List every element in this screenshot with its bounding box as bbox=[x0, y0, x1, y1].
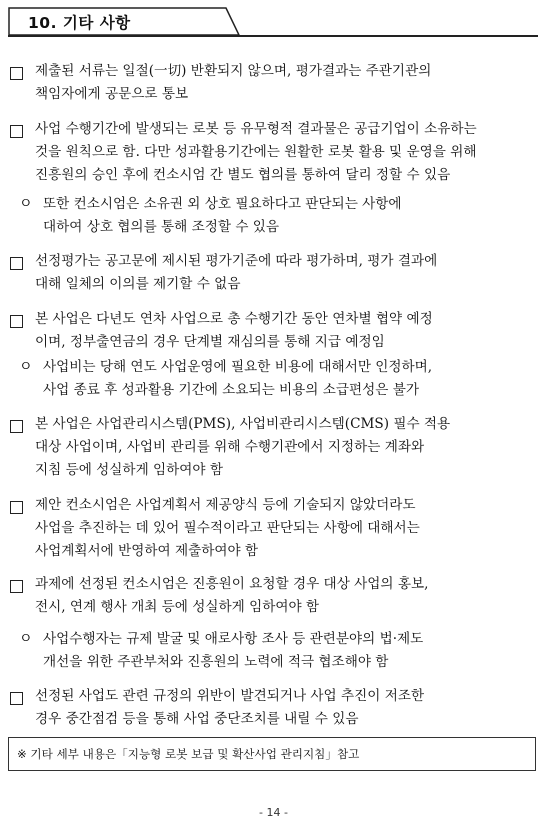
list-item bbox=[8, 250, 538, 296]
item-line: 제출된 서류는 일절(一切) 반환되지 않으며, 평가결과는 주관기관의 bbox=[35, 63, 432, 79]
page-number: - 14 - bbox=[259, 806, 288, 819]
checkbox-square-icon bbox=[8, 573, 21, 596]
checkbox-square-icon bbox=[8, 118, 21, 141]
section-header bbox=[8, 7, 240, 35]
item-line: 것을 원칙으로 함. 다만 성과활용기간에는 원활한 로봇 활용 및 운영을 위해 bbox=[35, 144, 477, 160]
checkbox-square-icon bbox=[8, 60, 21, 83]
item-line: 대상 사업이며, 사업비 관리를 위해 수행기관에서 지정하는 계좌와 bbox=[35, 439, 425, 455]
checkbox-square-icon bbox=[8, 308, 21, 331]
list-item bbox=[8, 413, 538, 482]
item-line: 전시, 연계 행사 개최 등에 성실하게 임하여야 함 bbox=[35, 599, 320, 615]
item-line: 사업을 추진하는 데 있어 필수적이라고 판단되는 사항에 대해서는 bbox=[35, 520, 420, 536]
item-line: 대하여 상호 협의를 통해 조정할 수 있음 bbox=[43, 219, 280, 235]
item-line: 사업계획서에 반영하여 제출하여야 함 bbox=[35, 543, 259, 559]
item-line: 제안 컨소시엄은 사업계획서 제공양식 등에 기술되지 않았더라도 bbox=[35, 497, 416, 513]
section-title: 10. 기타 사항 bbox=[28, 14, 131, 32]
item-line: 선정된 사업도 관련 규정의 위반이 발견되거나 사업 추진이 저조한 bbox=[35, 688, 425, 704]
item-line: 경우 중간점검 등을 통해 사업 중단조치를 내릴 수 있음 bbox=[35, 711, 359, 727]
list-item bbox=[8, 308, 538, 354]
item-line: 개선을 위한 주관부처와 진흥원의 노력에 적극 협조해야 함 bbox=[43, 654, 389, 670]
checkbox-square-icon bbox=[8, 494, 21, 517]
item-line: 본 사업은 사업관리시스템(PMS), 사업비관리시스템(CMS) 필수 적용 bbox=[35, 416, 451, 432]
circle-bullet-icon: ㅇ bbox=[19, 359, 33, 375]
item-line: 본 사업은 다년도 연차 사업으로 총 수행기간 동안 연차별 협약 예정 bbox=[35, 311, 433, 327]
checkbox-square-icon bbox=[8, 250, 21, 273]
list-item bbox=[8, 494, 538, 563]
list-item bbox=[8, 685, 538, 731]
item-line: 사업 종료 후 성과활용 기간에 소요되는 비용의 소급편성은 불가 bbox=[43, 382, 419, 398]
reference-note-box bbox=[8, 737, 536, 771]
item-line: 사업 수행기간에 발생되는 로봇 등 유무형적 결과물은 공급기업이 소유하는 bbox=[35, 121, 477, 137]
sub-list-item bbox=[8, 193, 538, 239]
item-line: 책임자에게 공문으로 통보 bbox=[35, 86, 189, 102]
list-item bbox=[8, 573, 538, 619]
reference-note-text: ※ 기타 세부 내용은「지능형 로봇 보급 및 확산사업 관리지침」참고 bbox=[17, 747, 360, 761]
checkbox-square-icon bbox=[8, 685, 21, 708]
sub-list-item bbox=[8, 628, 538, 674]
circle-bullet-icon: ㅇ bbox=[19, 196, 33, 212]
list-item bbox=[8, 118, 538, 187]
item-line: 대해 일체의 이의를 제기할 수 없음 bbox=[35, 276, 241, 292]
list-item bbox=[8, 60, 538, 106]
item-line: 지침 등에 성실하게 임하여야 함 bbox=[35, 462, 223, 478]
item-line: 선정평가는 공고문에 제시된 평가기준에 따라 평가하며, 평가 결과에 bbox=[35, 253, 438, 269]
item-line: 진흥원의 승인 후에 컨소시엄 간 별도 협의를 통하여 달리 정할 수 있음 bbox=[35, 167, 451, 183]
item-line: 이며, 정부출연금의 경우 단계별 재심의를 통해 지급 예정임 bbox=[35, 334, 385, 350]
checkbox-square-icon bbox=[8, 413, 21, 436]
sub-list-item bbox=[8, 356, 538, 402]
item-line: 사업비는 당해 연도 사업운영에 필요한 비용에 대해서만 인정하며, bbox=[43, 359, 433, 375]
item-line: 사업수행자는 규제 발굴 및 애로사항 조사 등 관련분야의 법·제도 bbox=[43, 631, 424, 647]
section-divider bbox=[8, 35, 538, 37]
item-line: 과제에 선정된 컨소시엄은 진흥원이 요청할 경우 대상 사업의 홍보, bbox=[35, 576, 429, 592]
circle-bullet-icon: ㅇ bbox=[19, 631, 33, 647]
item-line: 또한 컨소시엄은 소유권 외 상호 필요하다고 판단되는 사항에 bbox=[43, 196, 402, 212]
